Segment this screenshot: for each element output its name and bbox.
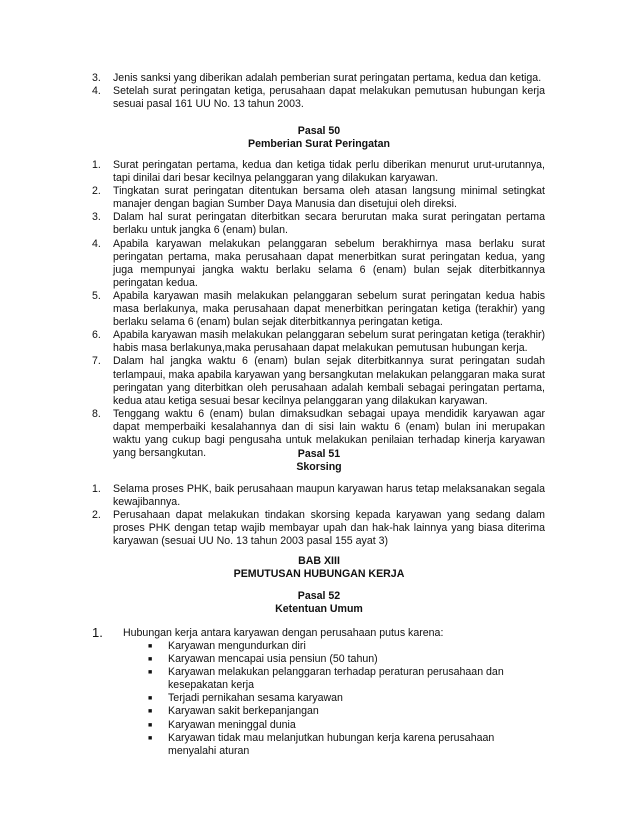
bullet-item [0, 666, 638, 692]
pasal-50-subtitle: Pemberian Surat Peringatan [248, 138, 390, 150]
bullet-icon: ■ [148, 734, 153, 742]
bullet-text: Karyawan mengundurkan diri [168, 640, 306, 652]
list-number: 1. [92, 625, 103, 640]
list-number: 1. [92, 483, 101, 495]
list-number: 4. [92, 85, 101, 98]
bullet-item [0, 705, 638, 718]
bullet-list [0, 640, 638, 758]
list-text: Perusahaan dapat melakukan tindakan skorsing kepada karyawan yang sedang dalam proses PHK dengan tetap wajib membayar upah dan hak-hak lainnya yang biasa diterima karyawan (sesuai UU No. 13 tahun 2003 pasal 155 ayat 3) [113, 509, 545, 548]
bullet-icon: ■ [148, 721, 153, 729]
list-number: 2. [92, 509, 101, 522]
bullet-text: Karyawan sakit berkepanjangan [168, 705, 319, 718]
list-text: Tenggang waktu 6 (enam) bulan dimaksudkan sebagai upaya mendidik karyawan agar dapat memperbaiki kesalahannya dan di sisi lain waktu 6 (enam) bulan ini merupakan waktu yang cukup bagi pengusaha untuk melakukan penilaian terhadap kinerja karyawan yang bersangkutan. [113, 407, 545, 460]
list-number: 8. [92, 407, 101, 420]
list-number: 7. [92, 355, 101, 368]
list-item [0, 185, 638, 211]
list-text: Setelah surat peringatan ketiga, perusahaan dapat melakukan pemutusan hubungan kerja sesuai pasal 161 UU No. 13 tahun 2003. [113, 85, 545, 111]
bullet-icon: ■ [148, 643, 153, 650]
list-number: 3. [92, 72, 101, 84]
list-text: Tingkatan surat peringatan ditentukan bersama oleh atasan langsung minimal setingkat manajer dengan bagian Sumber Daya Manusia dan disetujui oleh direksi. [113, 185, 545, 211]
list-text: Dalam hal surat peringatan diterbitkan secara berurutan maka surat peringatan pertama berlaku untuk jangka 6 (enam) bulan. [113, 211, 545, 237]
list-number: 1. [92, 159, 101, 171]
chapter-subtitle: PEMUTUSAN HUBUNGAN KERJA [233, 568, 405, 580]
top-list [0, 72, 638, 111]
list-number: 4. [92, 237, 101, 250]
list-text: Hubungan kerja antara karyawan dengan perusahaan putus karena: [123, 627, 444, 639]
list-text: Apabila karyawan masih melakukan pelanggaran sebelum surat peringatan kedua habis masa berlakunya, maka perusahaan dapat menerbitkan peringatan ketiga (terakhir) yang berlaku selama 6 (enam) bulan sejak diterbitkannya peringatan ketiga. [113, 289, 545, 329]
bullet-item [0, 640, 638, 653]
bullet-item [0, 719, 638, 732]
bullet-item [0, 692, 638, 705]
pasal-52-subtitle: Ketentuan Umum [275, 603, 363, 615]
list-text: Apabila karyawan masih melakukan pelanggaran sebelum surat peringatan ketiga (terakhir) habis masa berlakunya,maka perusahaan dapat melakukan pemutusan hubungan kerja. [113, 329, 545, 355]
list-text: Surat peringatan pertama, kedua dan ketiga tidak perlu diberikan menurut urut-urutannya, tapi dinilai dari besar kecilnya pelanggaran yang dilakukan karyawan. [113, 159, 545, 185]
list-item [0, 211, 638, 237]
list-text: Selama proses PHK, baik perusahaan maupun karyawan harus tetap melaksanakan segala kewajibannya. [113, 483, 545, 509]
list-item [0, 483, 638, 509]
list-text: Dalam hal jangka waktu 6 (enam) bulan sejak diterbitkannya surat peringatan sudah terlampaui, maka apabila karyawan yang bersangkutan melakukan pelanggaran maka surat peringatan yang diterbitkan oleh perusahaan adalah kembali sebagai peringatan pertama, kedua atau ketiga sesuai besar kecilnya pelanggaran yang dilakukan karyawan. [113, 355, 545, 407]
list-number: 3. [92, 211, 101, 224]
bullet-text: Karyawan mencapai usia pensiun (50 tahun) [168, 653, 378, 666]
list-item [0, 355, 638, 407]
list-item [0, 329, 638, 355]
chapter-title: BAB XIII [298, 555, 340, 567]
list-item [0, 238, 638, 290]
bullet-icon: ■ [148, 695, 153, 703]
list-number: 2. [92, 185, 101, 198]
bullet-item [0, 732, 638, 758]
list-item [0, 72, 638, 85]
bullet-icon: ■ [148, 656, 153, 664]
pasal-50-title: Pasal 50 [297, 125, 341, 137]
pasal-51-list [0, 483, 638, 548]
pasal-52-title: Pasal 52 [297, 590, 341, 602]
bullet-text: Karyawan melakukan pelanggaran terhadap peraturan perusahaan dan kesepakatan kerja [168, 666, 504, 692]
list-item [0, 159, 638, 185]
pasal-51-title: Pasal 51 [297, 448, 341, 460]
list-text: Jenis sanksi yang diberikan adalah pemberian surat peringatan pertama, kedua dan ketiga. [113, 72, 542, 84]
bullet-icon: ■ [148, 708, 153, 716]
pasal-51-subtitle: Skorsing [296, 461, 342, 473]
list-item [0, 509, 638, 548]
list-text: Apabila karyawan melakukan pelanggaran sebelum berakhirnya masa berlaku surat peringatan pertama, maka perusahaan dapat menerbitkan surat peringatan kedua, yang juga mempunyai jangka waktu berlaku selama 6 (enam) bulan sejak diterbitkannya peringatan kedua. [113, 237, 545, 289]
list-item [0, 85, 638, 111]
bullet-item [0, 653, 638, 666]
pasal-50-list [0, 159, 638, 460]
bullet-text: Terjadi pernikahan sesama karyawan [168, 692, 343, 705]
list-number: 5. [92, 289, 101, 302]
list-number: 6. [92, 329, 101, 342]
list-item [0, 290, 638, 329]
bullet-text: Karyawan tidak mau melanjutkan hubungan kerja karena perusahaan menyalahi aturan [168, 731, 495, 757]
bullet-icon: ■ [148, 669, 153, 677]
bullet-text: Karyawan meninggal dunia [168, 718, 296, 731]
